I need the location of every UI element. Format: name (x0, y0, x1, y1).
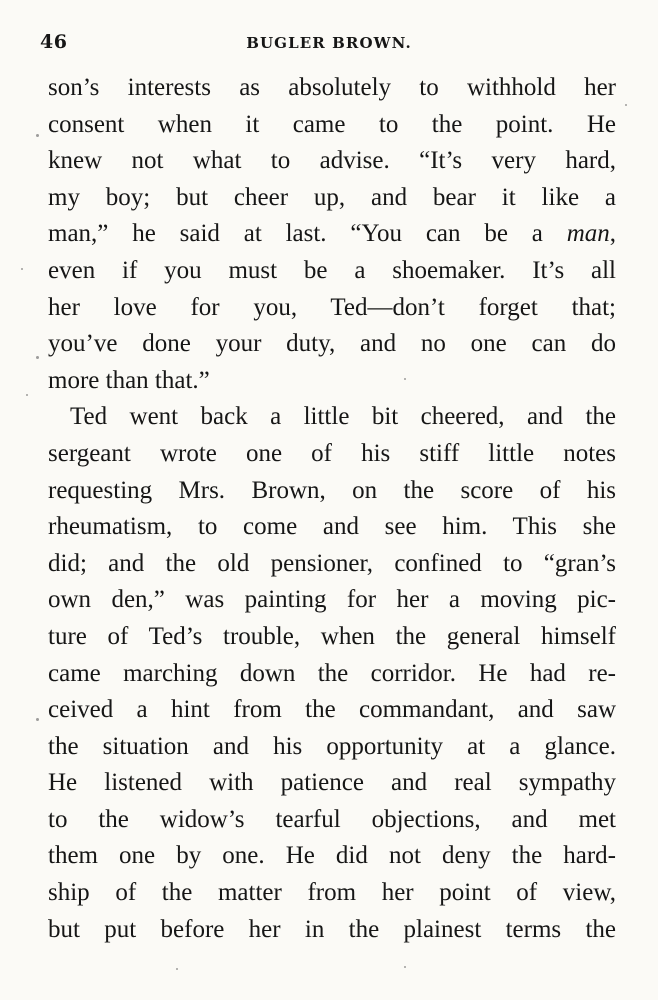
text-line: even if you must be a shoemaker. It’s all (48, 256, 616, 284)
text-line: ceived a hint from the commandant, and saw (48, 696, 616, 724)
text-line: Ted went back a little bit cheered, and the (70, 403, 616, 431)
print-speck (36, 356, 39, 359)
body-text (48, 70, 616, 948)
page-header (0, 28, 658, 60)
text-line: knew not what to advise. “It’s very hard, (48, 147, 616, 175)
text-line: to the widow’s tearful objections, and met (48, 805, 616, 833)
text-line: ship of the matter from her point of view, (48, 879, 616, 907)
print-speck (404, 378, 406, 380)
text-line: ture of Ted’s trouble, when the general himself (48, 622, 616, 650)
print-speck (404, 966, 406, 968)
print-speck (625, 104, 627, 106)
running-title: BUGLER BROWN. (246, 34, 412, 52)
text-line: her love for you, Ted—don’t forget that; (48, 293, 616, 321)
print-speck (26, 394, 28, 396)
text-line: but put before her in the plainest terms the (48, 915, 616, 943)
text-line: son’s interests as absolutely to withhold her (48, 74, 616, 101)
text-line: rheumatism, to come and see him. This she (48, 513, 616, 541)
print-speck (21, 268, 23, 270)
text-line: you’ve done your duty, and no one can do (48, 330, 616, 358)
text-line: man,” he said at last. “You can be a man, (48, 220, 616, 248)
print-speck (176, 968, 178, 970)
print-speck (36, 134, 39, 137)
page-number: 46 (40, 31, 68, 53)
text-line: own den,” was painting for her a moving pic- (48, 586, 616, 614)
text-line: requesting Mrs. Brown, on the score of his (48, 476, 616, 504)
text-line: them one by one. He did not deny the hard- (48, 842, 616, 870)
text-line: the situation and his opportunity at a glance. (48, 732, 616, 760)
text-line: consent when it came to the point. He (48, 110, 616, 138)
print-speck (36, 718, 39, 721)
text-line: sergeant wrote one of his stiff little notes (48, 439, 616, 467)
text-line: came marching down the corridor. He had re- (48, 659, 616, 687)
text-line: more than that.” (48, 366, 210, 394)
text-line: He listened with patience and real sympathy (48, 769, 616, 797)
text-line: my boy; but cheer up, and bear it like a (48, 183, 616, 211)
text-line: did; and the old pensioner, confined to “gran’s (48, 549, 616, 577)
